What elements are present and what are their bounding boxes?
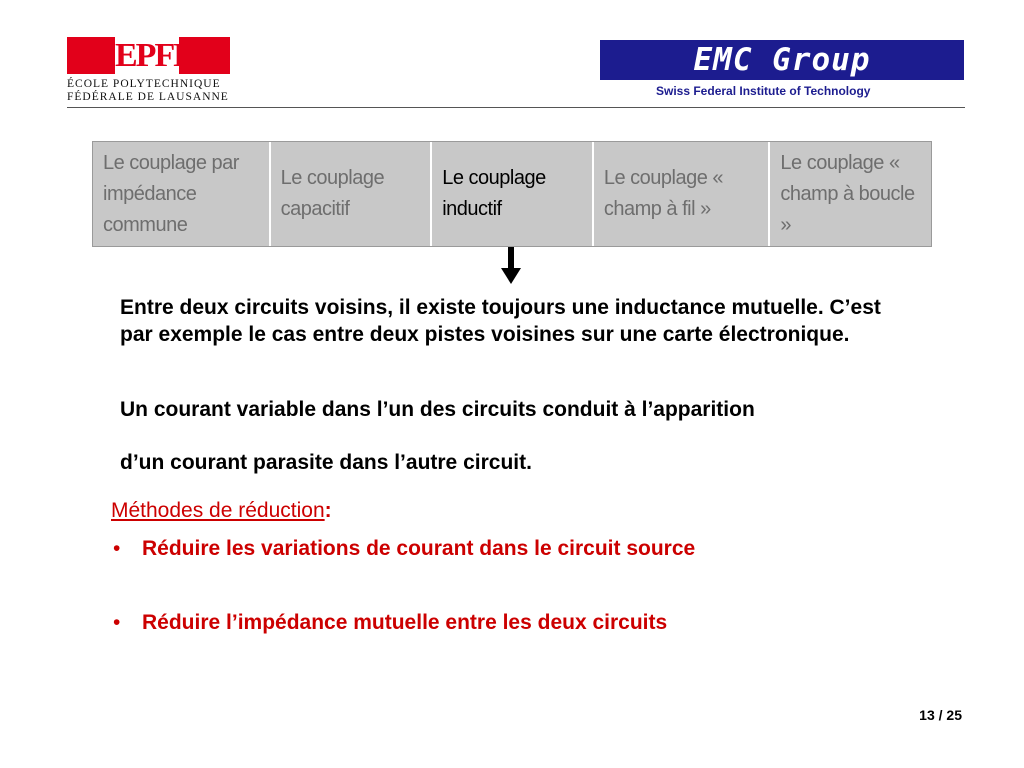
coupling-types-table [92,141,932,247]
paragraph-mutual-inductance: Entre deux circuits voisins, il existe toujours une inductance mutuelle. C’est par exemple le cas entre deux pistes voisines sur une carte électronique. [120,296,881,346]
arrow-head [501,268,521,284]
epfl-logo-line2: FÉDÉRALE DE LAUSANNE [67,91,229,103]
page-number: 13 / 25 [919,707,962,723]
emc-group-logo [600,40,964,104]
coupling-cell-capacitive: Le couplage capacitif [271,142,433,246]
list-item [113,537,695,561]
paragraph-variable-current: Un courant variable dans l’un des circuits conduit à l’apparition [120,398,755,421]
coupling-cell-field-to-wire: Le couplage « champ à fil » [594,142,771,246]
reduction-methods-label: Méthodes de réduction [111,499,325,522]
reduction-methods-colon: : [324,499,332,522]
emc-logo-subtitle: Swiss Federal Institute of Technology [656,84,871,98]
epfl-logo [67,37,233,107]
epfl-logo-mark: EPFL [115,37,194,74]
bullet-text: Réduire l’impédance mutuelle entre les deux circuits [142,611,668,634]
list-item [113,611,667,635]
epfl-logo-line1: ÉCOLE POLYTECHNIQUE [67,78,221,90]
reduction-methods-heading [111,499,332,523]
coupling-cell-inductive: Le couplage inductif [432,142,594,246]
bullet-icon: • [113,537,121,560]
bullet-text: Réduire les variations de courant dans le circuit source [142,537,696,560]
bullet-icon: • [113,611,121,634]
coupling-cell-impedance: Le couplage par impédance commune [93,142,271,246]
emc-logo-title: EMC Group [600,40,964,80]
coupling-cell-field-to-loop: Le couplage « champ à boucle » [780,151,915,236]
header-divider [67,107,965,108]
paragraph-parasitic-current: d’un courant parasite dans l’autre circuit. [120,451,532,474]
